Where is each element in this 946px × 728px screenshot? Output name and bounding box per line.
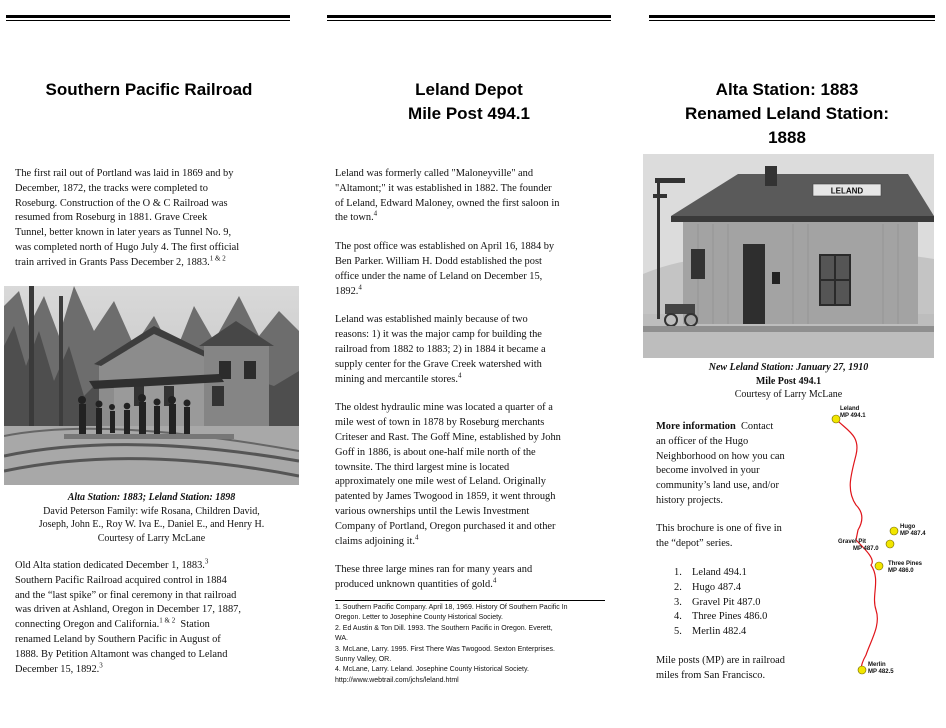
left-photo-caption bbox=[4, 491, 299, 545]
middle-ref: 4 bbox=[457, 371, 462, 380]
map-label-mp: MP 482.5 bbox=[868, 669, 894, 675]
top-rule-left bbox=[6, 15, 290, 18]
left-body-line: was driven at Ashland, Oregon in December 17, 1887, bbox=[15, 604, 241, 616]
left-intro-line: resumed from Roseburg in 1881. Grave Creek bbox=[15, 212, 208, 224]
map-label-name: Gravel Pit bbox=[838, 539, 867, 545]
middle-ref: 4 bbox=[492, 576, 497, 585]
more-info-line: history projects. bbox=[656, 494, 723, 506]
station-dot-leland bbox=[832, 415, 840, 423]
left-body-station: Station bbox=[175, 619, 210, 631]
right-title bbox=[638, 78, 936, 150]
depot-list-item bbox=[674, 625, 767, 640]
milepost-line: miles from San Francisco. bbox=[656, 669, 766, 681]
right-title-line2: Renamed Leland Station: bbox=[684, 104, 890, 123]
middle-line: Leland was formerly called "Maloneyville" and bbox=[335, 168, 534, 179]
footnote-line: 3. McLane, Larry. 1995. First There Was Twogood. Sexton Enterprises. bbox=[335, 645, 555, 653]
left-intro bbox=[15, 167, 295, 271]
more-info bbox=[656, 420, 826, 509]
middle-line: patented by James Twogood in 1859, it went through bbox=[335, 491, 556, 503]
footnote-line: Sunny Valley, OR. bbox=[335, 656, 392, 664]
middle-line: Ben Parker. William H. Dodd established the post bbox=[335, 255, 542, 267]
alta-station-photo bbox=[4, 286, 299, 485]
right-photo-caption-title: New Leland Station: January 27, 1910 bbox=[708, 362, 869, 373]
middle-line: claims adjoining it. bbox=[335, 535, 415, 547]
left-body-line: Old Alta station dedicated December 1, 1883. bbox=[15, 560, 205, 571]
map-label-three-pines bbox=[888, 561, 922, 575]
depot-label: Three Pines 486.0 bbox=[692, 611, 768, 623]
left-intro-line: December, 1872, the tracks were completed to bbox=[15, 182, 208, 194]
middle-body bbox=[335, 167, 610, 593]
map-label-name: Hugo bbox=[900, 524, 916, 530]
middle-title-line2: Mile Post 494.1 bbox=[408, 104, 530, 123]
map-label-gravel-pit bbox=[838, 539, 879, 553]
footnote-line: Oregon. Letter to Josephine County Historical Society. bbox=[335, 614, 503, 622]
middle-line: various ownerships until the Lewis Investment bbox=[335, 505, 530, 517]
left-intro-line: train arrived in Grants Pass December 2, 1883. bbox=[15, 256, 210, 268]
map-label-name: Merlin bbox=[868, 662, 886, 668]
left-body-ref: 3 bbox=[99, 661, 103, 670]
footnote-line: WA. bbox=[335, 635, 348, 643]
depot-list bbox=[674, 566, 767, 640]
top-rule-middle-thin bbox=[327, 20, 611, 21]
left-body bbox=[15, 559, 295, 677]
left-title bbox=[0, 78, 298, 102]
brochure-line: This brochure is one of five in bbox=[656, 523, 782, 534]
middle-line: 1892. bbox=[335, 285, 359, 297]
right-title-line1: Alta Station: 1883 bbox=[715, 80, 859, 99]
middle-title bbox=[320, 78, 618, 126]
left-photo-caption-line: Joseph, John E., Roy W. Iva E., Daniel E., and Henry H. bbox=[38, 519, 265, 530]
left-intro-line: Tunnel, better known in later years as Tunnel No. 9, bbox=[15, 227, 232, 239]
middle-line: reasons: 1) it was the major camp for building the bbox=[335, 329, 542, 341]
depot-num: 4. bbox=[674, 611, 682, 623]
top-rule-right-thin bbox=[649, 20, 935, 21]
depot-list-item bbox=[674, 596, 767, 611]
middle-title-line1: Leland Depot bbox=[415, 80, 523, 99]
depot-list-item bbox=[674, 581, 767, 596]
map-label-mp: MP 487.0 bbox=[853, 546, 879, 552]
left-body-ref: 1 & 2 bbox=[159, 616, 176, 625]
more-info-line: Neighborhood on how you can bbox=[656, 450, 785, 462]
footnote-link[interactable]: http://www.webtrail.com/jchs/leland.html bbox=[335, 676, 459, 684]
left-body-line: Southern Pacific Railroad acquired control in 1884 bbox=[15, 574, 227, 586]
footnote-line: 2. Ed Austin & Ton Dill. 1993. The Southern Pacific in Oregon. Everett, bbox=[335, 624, 553, 632]
depot-label: Leland 494.1 bbox=[692, 567, 747, 578]
top-rule-right bbox=[649, 15, 935, 18]
middle-line: mile west of town in 1878 by Roseburg merchants bbox=[335, 417, 545, 429]
middle-paragraph-4 bbox=[335, 401, 610, 549]
left-photo-caption-line: David Peterson Family: wife Rosana, Children David, bbox=[43, 505, 260, 517]
map-label-name: Three Pines bbox=[888, 561, 923, 567]
depot-label: Gravel Pit 487.0 bbox=[692, 596, 761, 608]
middle-line: approximately one mile west of Leland. Originally bbox=[335, 476, 546, 488]
footnote-rule bbox=[335, 600, 605, 601]
footnotes bbox=[335, 603, 610, 686]
depot-num: 1. bbox=[674, 567, 682, 578]
alta-station-photo-art bbox=[4, 286, 299, 485]
middle-line: The post office was established on April 16, 1884 by bbox=[335, 241, 555, 253]
depot-num: 5. bbox=[674, 626, 682, 638]
more-info-line: community’s land use, and/or bbox=[656, 480, 779, 492]
middle-line: The oldest hydraulic mine was located a quarter of a bbox=[335, 402, 553, 414]
station-dot-merlin bbox=[858, 666, 866, 674]
station-dot-gravel-pit bbox=[886, 540, 894, 548]
middle-line: of Leland, Edward Maloney, owned the first saloon in bbox=[335, 197, 560, 209]
right-photo-caption-mp: Mile Post 494.1 bbox=[755, 375, 822, 387]
middle-line: the town. bbox=[335, 212, 374, 224]
map-label-hugo bbox=[900, 524, 926, 538]
left-intro-line: was completed north of Hugo July 4. The first official bbox=[15, 241, 240, 253]
middle-paragraph-2 bbox=[335, 240, 610, 299]
leland-station-photo-art bbox=[643, 154, 934, 358]
left-body-line: December 15, 1892. bbox=[15, 663, 100, 675]
middle-line: townsite. The third largest mine is located bbox=[335, 461, 510, 473]
right-title-line3: 1888 bbox=[768, 128, 806, 147]
left-intro-line: Roseburg. Construction of the O & C Railroad was bbox=[15, 197, 228, 209]
middle-line: These three large mines ran for many years and bbox=[335, 564, 533, 576]
station-dot-hugo bbox=[890, 527, 898, 535]
map-label-mp: MP 487.4 bbox=[900, 531, 926, 537]
map-label-mp: MP 494.1 bbox=[840, 413, 866, 419]
middle-line: "Altamont;" it was established in 1882. The founder bbox=[335, 182, 552, 194]
middle-ref: 4 bbox=[373, 209, 378, 218]
middle-line: Criteser and Rast. The Goff Mine, established by John bbox=[335, 431, 561, 443]
middle-paragraph-1 bbox=[335, 167, 610, 226]
middle-line: supply center for the Grave Creek watershed with bbox=[335, 358, 542, 370]
middle-line: office under the name of Leland on December 15, bbox=[335, 270, 543, 282]
middle-line: railroad from 1882 to 1883; 2) in 1884 it became a bbox=[335, 343, 546, 355]
depot-label: Merlin 482.4 bbox=[692, 626, 747, 638]
footnote-line: 4. McLane, Larry. Leland. Josephine County Historical Society. bbox=[335, 666, 529, 674]
middle-paragraph-5 bbox=[335, 563, 610, 593]
left-body-line: renamed Leland by Southern Pacific in August of bbox=[15, 633, 221, 645]
route-map bbox=[826, 400, 941, 700]
more-info-label: More information bbox=[656, 421, 736, 432]
left-body-line: 1888. By Petition Altamont was changed to Leland bbox=[15, 648, 228, 660]
brochure-line: the “depot” series. bbox=[656, 537, 733, 549]
depot-num: 3. bbox=[674, 596, 682, 608]
left-intro-line: The first rail out of Portland was laid in 1869 and by bbox=[15, 168, 234, 179]
more-info-line: an officer of the Hugo bbox=[656, 435, 749, 447]
middle-line: mining and mercantile stores. bbox=[335, 373, 458, 385]
middle-ref: 4 bbox=[414, 533, 419, 542]
map-label-mp: MP 486.0 bbox=[888, 568, 914, 574]
top-rule-left-thin bbox=[6, 20, 290, 21]
left-photo-caption-title: Alta Station: 1883; Leland Station: 1898 bbox=[67, 492, 236, 503]
more-info-line: Contact bbox=[735, 421, 774, 432]
map-label-name: Leland bbox=[840, 406, 860, 412]
middle-ref: 4 bbox=[358, 283, 362, 292]
middle-line: Company of Portland, Oregon purchased it and other bbox=[335, 520, 556, 532]
left-photo-credit: Courtesy of Larry McLane bbox=[97, 532, 206, 544]
map-label-leland bbox=[840, 406, 866, 420]
map-label-merlin bbox=[868, 662, 894, 676]
top-rule-middle bbox=[327, 15, 611, 18]
middle-line: Goff in 1886, is about one-half mile north of the bbox=[335, 446, 536, 458]
brochure-note bbox=[656, 522, 826, 552]
footnote-line: 1. Southern Pacific Company. April 18, 1969. History Of Southern Pacific In bbox=[335, 604, 568, 611]
left-intro-ref: 1 & 2 bbox=[209, 254, 226, 263]
more-info-line: become involved in your bbox=[656, 465, 760, 477]
left-body-ref: 3 bbox=[204, 557, 209, 566]
milepost-line: Mile posts (MP) are in railroad bbox=[656, 655, 785, 666]
depot-list-item bbox=[674, 610, 767, 625]
milepost-note bbox=[656, 654, 826, 684]
middle-paragraph-3 bbox=[335, 313, 610, 387]
right-photo-credit: Courtesy of Larry McLane bbox=[734, 389, 843, 400]
left-title-text: Southern Pacific Railroad bbox=[45, 80, 253, 99]
station-dot-three-pines bbox=[875, 562, 883, 570]
middle-line: produced unknown quantities of gold. bbox=[335, 579, 493, 591]
middle-line: Leland was established mainly because of two bbox=[335, 314, 528, 326]
depot-num: 2. bbox=[674, 581, 682, 593]
leland-sign-text: LELAND bbox=[830, 186, 864, 196]
depot-label: Hugo 487.4 bbox=[692, 581, 742, 593]
left-body-line: and the “last spike” or final ceremony in that railroad bbox=[15, 589, 237, 601]
depot-list-item bbox=[674, 566, 767, 581]
right-photo-caption bbox=[643, 361, 934, 402]
leland-station-photo bbox=[643, 154, 934, 358]
left-body-line: connecting Oregon and California. bbox=[15, 619, 160, 631]
